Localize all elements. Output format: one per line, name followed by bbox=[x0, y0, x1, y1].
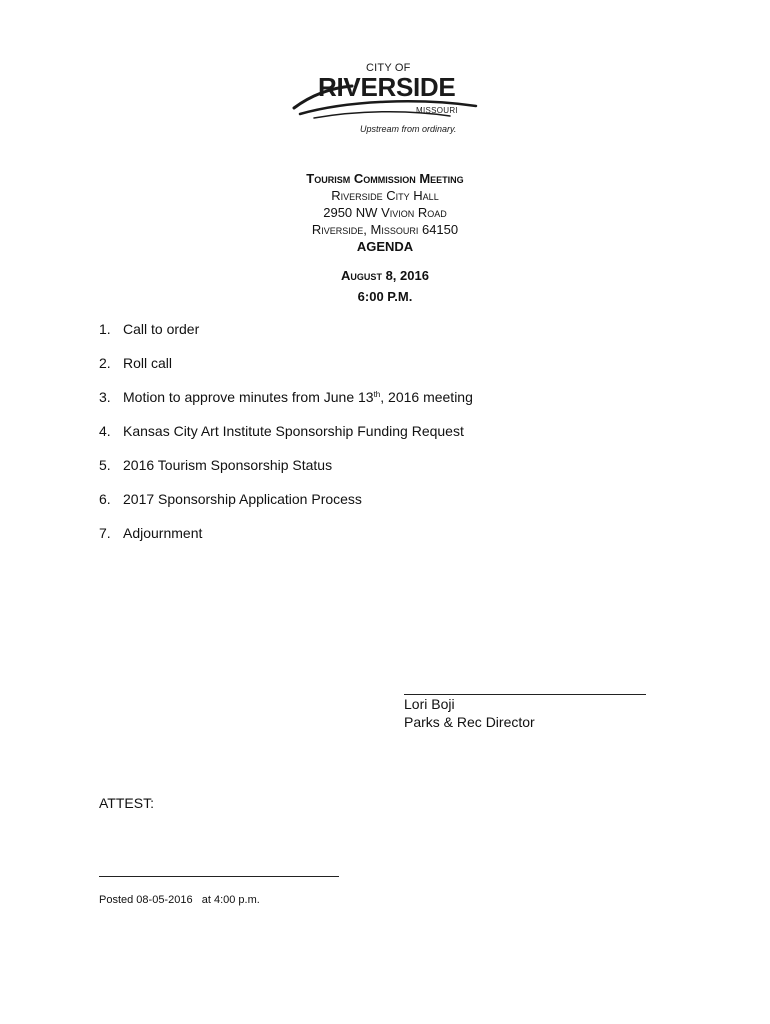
list-item bbox=[99, 524, 699, 558]
agenda-list bbox=[99, 320, 699, 558]
list-item bbox=[99, 320, 699, 354]
logo-tagline: Upstream from ordinary. bbox=[360, 124, 457, 134]
street-number: 2950 NW bbox=[323, 205, 378, 220]
item-text: 2016 Tourism Sponsorship Status bbox=[123, 457, 333, 473]
list-item bbox=[99, 422, 699, 456]
signer-title: Parks & Rec Director bbox=[404, 714, 535, 730]
zip-code: 64150 bbox=[421, 222, 459, 237]
logo-city-of: CITY OF bbox=[366, 62, 411, 74]
posted-notice: Posted 08-05-2016 at 4:00 p.m. bbox=[99, 894, 260, 906]
list-item bbox=[99, 456, 699, 490]
meeting-date-month: August bbox=[341, 268, 382, 283]
item-number: 4. bbox=[99, 423, 111, 439]
item-text: 2017 Sponsorship Application Process bbox=[123, 491, 362, 507]
attest-label: ATTEST: bbox=[99, 795, 154, 811]
list-item bbox=[99, 388, 699, 422]
agenda-label: AGENDA bbox=[356, 239, 414, 254]
item-text: Roll call bbox=[123, 355, 173, 371]
meeting-date bbox=[185, 267, 585, 284]
item-number: 6. bbox=[99, 491, 111, 507]
meeting-time: 6:00 P.M. bbox=[357, 289, 413, 304]
list-item bbox=[99, 490, 699, 524]
city-logo bbox=[290, 58, 480, 140]
meeting-street-address bbox=[185, 204, 585, 221]
ordinal-suffix: th bbox=[373, 390, 381, 399]
item-number: 2. bbox=[99, 355, 111, 371]
signature-block bbox=[404, 680, 646, 731]
signer-name: Lori Boji bbox=[404, 696, 455, 712]
meeting-city-address bbox=[185, 221, 585, 238]
meeting-header bbox=[185, 170, 585, 305]
signature-line bbox=[404, 680, 646, 695]
item-text-after: , 2016 meeting bbox=[380, 389, 473, 405]
item-number: 5. bbox=[99, 457, 111, 473]
city-state: Riverside, Missouri bbox=[311, 222, 419, 237]
logo-state: MISSOURI bbox=[416, 106, 458, 115]
item-text-before: Motion to approve minutes from June 13 bbox=[123, 389, 374, 405]
logo-city-name: RIVERSIDE bbox=[318, 72, 456, 102]
attest-signature-line bbox=[99, 864, 339, 877]
item-text bbox=[123, 389, 473, 405]
item-text: Adjournment bbox=[123, 525, 203, 541]
item-number: 1. bbox=[99, 321, 111, 337]
street-name: Vivion Road bbox=[381, 205, 447, 220]
meeting-date-day-year: 8, 2016 bbox=[385, 268, 429, 283]
meeting-venue: Riverside City Hall bbox=[331, 188, 439, 203]
item-number: 7. bbox=[99, 525, 111, 541]
item-number: 3. bbox=[99, 389, 111, 405]
item-text: Kansas City Art Institute Sponsorship Funding Request bbox=[123, 423, 464, 439]
meeting-title: Tourism Commission Meeting bbox=[306, 171, 464, 186]
list-item bbox=[99, 354, 699, 388]
item-text: Call to order bbox=[123, 321, 200, 337]
